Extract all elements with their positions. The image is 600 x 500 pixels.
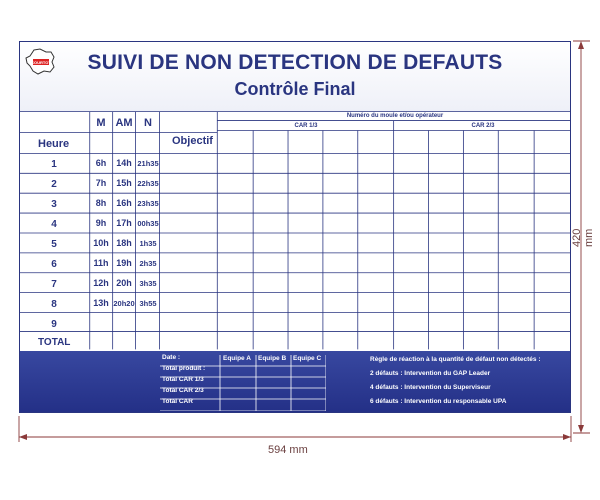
board-title: SUIVI DE NON DETECTION DE DEFAUTS [87, 51, 503, 74]
time-n: 3h35 [139, 279, 157, 288]
time-n: 22h35 [137, 179, 159, 188]
total-car2-label: Total CAR 2/3 [162, 387, 204, 394]
total-produit-label: Total produit : [162, 365, 206, 372]
equipe-b-header: Equipe B [258, 355, 287, 362]
equipe-c-header: Equipe C [293, 355, 322, 362]
time-am: 17h [116, 218, 132, 228]
logo-text: COURTOT [31, 60, 51, 65]
time-m: 11h [93, 258, 109, 268]
date-label: Date : [162, 354, 181, 361]
total-car-label: Total CAR [162, 398, 193, 405]
total-label: TOTAL [38, 337, 71, 348]
row-number: 1 [51, 159, 57, 170]
row-number: 4 [51, 219, 57, 230]
reaction-rules-title: Règle de réaction à la quantité de défaut non détectés : [370, 356, 541, 363]
shift-header-m: M [96, 117, 106, 129]
reaction-rule: 6 défauts : Intervention du responsable UPA [370, 398, 507, 405]
time-n: 23h35 [137, 199, 159, 208]
heure-label: Heure [38, 138, 70, 150]
row-number: 7 [51, 279, 57, 290]
row-number: 2 [51, 179, 57, 190]
time-am: 20h [116, 278, 132, 288]
row-number: 3 [51, 199, 57, 210]
time-am: 18h [116, 238, 132, 248]
car1-label: CAR 1/3 [294, 123, 318, 129]
time-n: 00h35 [137, 219, 159, 228]
row-number: 8 [51, 299, 57, 310]
time-am: 19h [116, 258, 132, 268]
board-subtitle: Contrôle Final [234, 79, 356, 99]
width-dimension-label: 594 mm [268, 444, 308, 456]
defect-tracking-board [19, 41, 571, 413]
time-m: 10h [93, 238, 109, 248]
time-am: 15h [116, 178, 132, 188]
shift-header-n: N [144, 117, 152, 129]
time-m: 8h [95, 198, 107, 208]
time-n: 2h35 [139, 259, 157, 268]
equipe-a-header: Equipe A [223, 355, 251, 362]
row-number: 5 [51, 239, 57, 250]
time-m: 6h [95, 158, 107, 168]
objectif-label: Objectif [172, 135, 213, 147]
time-am: 16h [116, 198, 132, 208]
shift-header-am: AM [115, 117, 133, 129]
time-m: 9h [95, 218, 107, 228]
time-n: 1h35 [139, 239, 157, 248]
time-am: 20h20 [113, 299, 135, 308]
total-car1-label: Total CAR 1/3 [162, 376, 204, 383]
row-number: 6 [51, 259, 57, 270]
height-dimension-label: 420 mm [571, 228, 595, 247]
time-am: 14h [116, 158, 132, 168]
reaction-rule: 2 défauts : Intervention du GAP Leader [370, 370, 491, 377]
time-m: 7h [95, 178, 107, 188]
time-n: 3h55 [139, 299, 157, 308]
time-m: 13h [93, 298, 109, 308]
time-m: 12h [93, 278, 109, 288]
moule-label: Numéro du moule et/ou opérateur [346, 113, 444, 119]
row-number: 9 [51, 319, 57, 330]
time-n: 21h35 [137, 159, 159, 168]
car2-label: CAR 2/3 [471, 123, 495, 129]
reaction-rule: 4 défauts : Intervention du Superviseur [370, 384, 491, 391]
